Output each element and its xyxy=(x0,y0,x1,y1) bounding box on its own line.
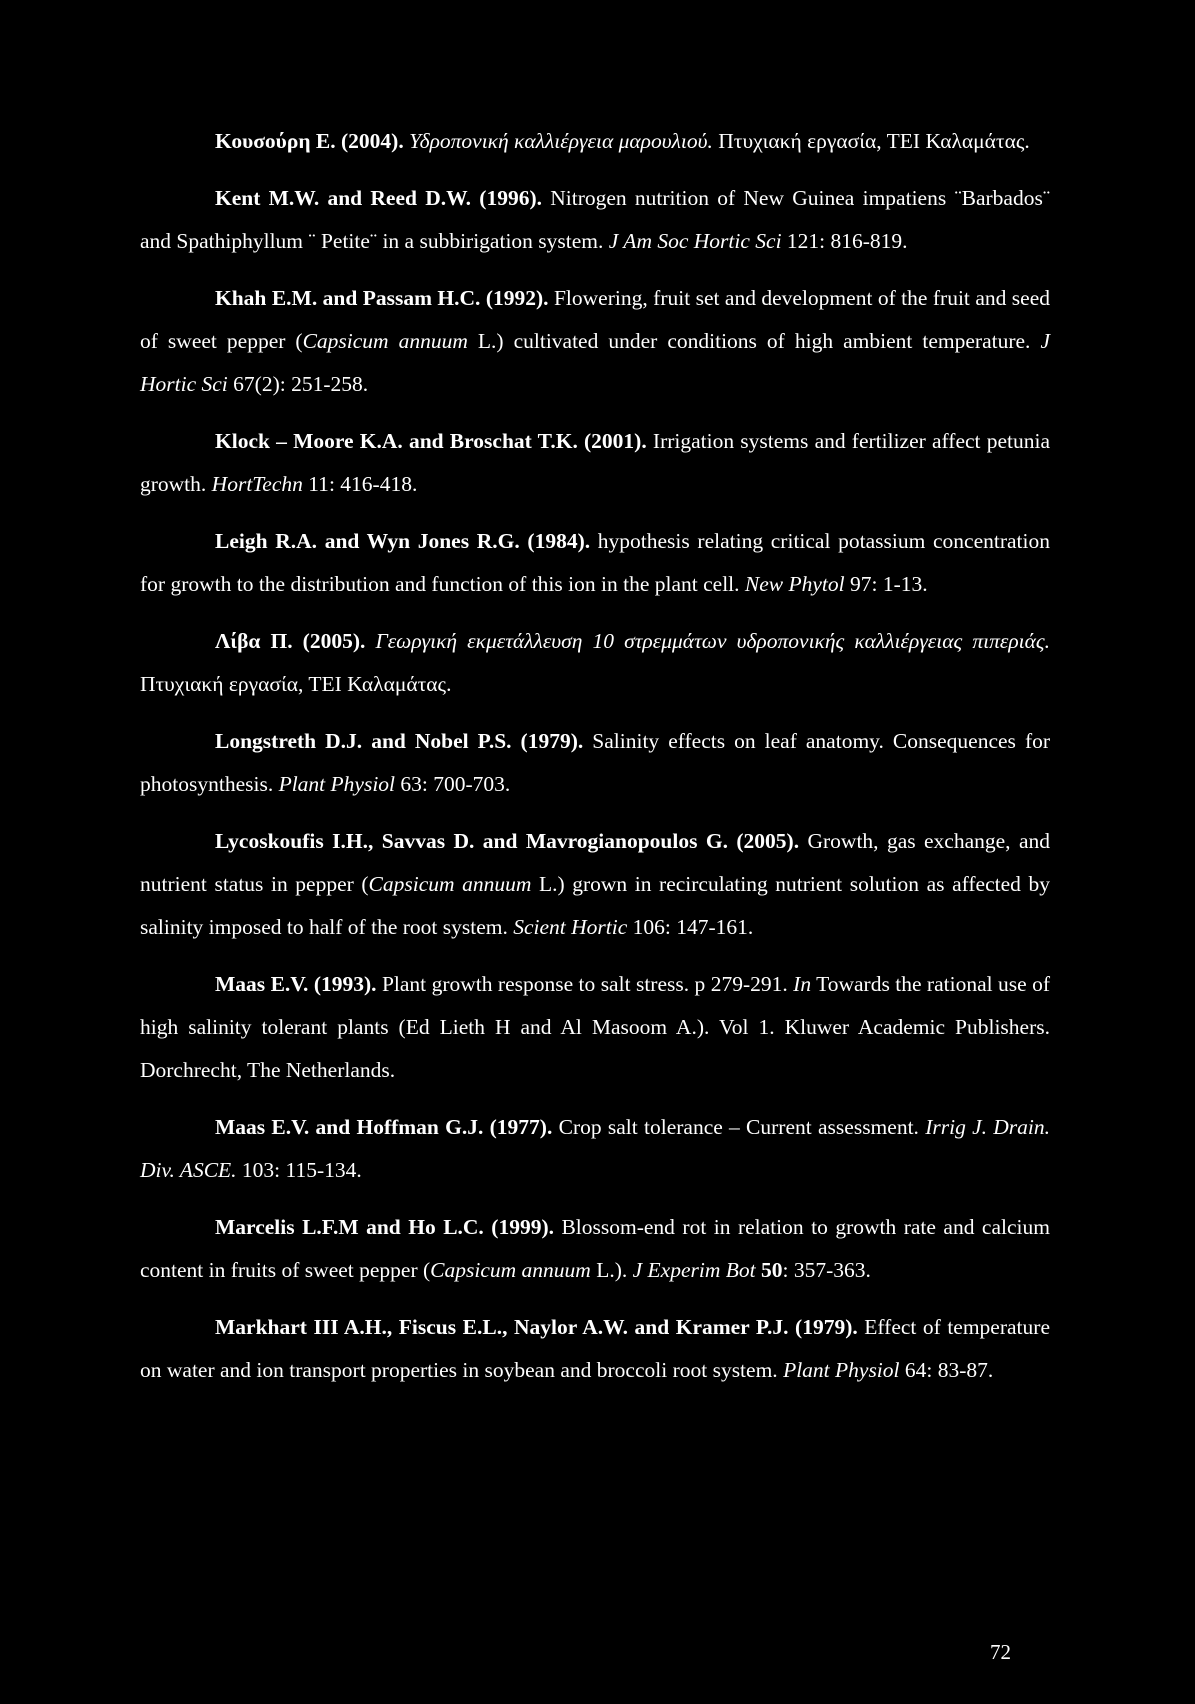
reference-text: Effect of temperature on water and ion transport properties in soybean and broccoli root system. xyxy=(140,1315,1050,1382)
reference-pages: : 251-258. xyxy=(279,372,369,396)
reference-authors: Λίβα Π. (2005). xyxy=(215,629,366,653)
reference-text: Crop salt tolerance – Current assessment. xyxy=(552,1115,926,1139)
reference-text: Salinity effects on leaf anatomy. Consequences for photosynthesis. xyxy=(140,729,1051,796)
reference-journal: Irrig J. Drain. Div. ASCE. xyxy=(140,1115,1051,1182)
reference-volume: 67(2) xyxy=(227,372,280,396)
reference-volume: 63 xyxy=(395,772,422,796)
reference-title: Γεωργική εκμετάλλευση 10 στρεμμάτων υδροπονικής καλλιέργειας πιπεριάς. xyxy=(365,629,1050,653)
reference-entry xyxy=(140,1306,1050,1392)
reference-text: Πτυχιακή εργασία, ΤΕΙ Καλαμάτας. xyxy=(140,672,452,696)
reference-pages: : 357-363. xyxy=(782,1258,871,1282)
reference-list xyxy=(140,120,1050,1406)
reference-pages: : 115-134. xyxy=(274,1158,362,1182)
reference-authors: Klock – Moore K.A. and Broschat T.K. (2001). xyxy=(215,429,647,453)
reference-entry xyxy=(140,720,1050,806)
reference-text: Irrigation systems and fertilizer affect petunia growth. xyxy=(140,429,1050,496)
reference-entry xyxy=(140,1106,1050,1192)
reference-species: Capsicum annuum xyxy=(302,329,468,353)
reference-volume: 97 xyxy=(844,572,872,596)
reference-entry xyxy=(140,520,1050,606)
reference-authors: Leigh R.A. and Wyn Jones R.G. (1984). xyxy=(215,529,591,553)
reference-text: Πτυχιακή εργασία, ΤΕΙ Καλαμάτας. xyxy=(712,129,1030,153)
reference-entry xyxy=(140,1206,1050,1292)
reference-authors: Marcelis L.F.M and Ho L.C. (1999). xyxy=(215,1215,554,1239)
reference-citation: 121: 816-819. xyxy=(781,229,908,253)
reference-text: Towards the rational use of high salinity tolerant plants (Ed Lieth H and Al Masoom A.). Vol 1. Kluwer Academic Publishers. Dorchrecht, The Netherlands. xyxy=(140,972,1051,1082)
reference-text: Flowering, fruit set and development of the fruit and seed of sweet pepper ( xyxy=(140,286,1050,353)
reference-text: hypothesis relating critical potassium concentration for growth to the distribution and function of this ion in the plant cell. xyxy=(140,529,1050,596)
reference-in-label: In xyxy=(793,972,812,996)
reference-text: Blossom-end rot in relation to growth rate and calcium content in fruits of sweet pepper ( xyxy=(140,1215,1050,1282)
reference-journal: New Phytol xyxy=(744,572,845,596)
reference-journal: HortTechn xyxy=(211,472,303,496)
reference-title: Υδροπονική καλλιέργεια μαρουλιού. xyxy=(403,129,713,153)
reference-text: Plant growth response to salt stress. p 279-291. xyxy=(376,972,794,996)
reference-authors: Maas E.V. and Hoffman G.J. (1977). xyxy=(215,1115,553,1139)
reference-journal: Plant Physiol xyxy=(278,772,396,796)
reference-text: L.) grown in recirculating nutrient solution as affected by salinity imposed to half of the root system. xyxy=(140,872,1050,939)
reference-entry xyxy=(140,620,1050,706)
reference-entry xyxy=(140,963,1050,1092)
reference-volume: 11 xyxy=(302,472,329,496)
reference-authors: Markhart III A.H., Fiscus E.L., Naylor A.W. and Kramer P.J. (1979). xyxy=(215,1315,858,1339)
reference-authors: Maas E.V. (1993). xyxy=(215,972,377,996)
reference-entry xyxy=(140,420,1050,506)
reference-text: L.). xyxy=(590,1258,633,1282)
reference-volume: 64 xyxy=(899,1358,927,1382)
reference-volume: 103 xyxy=(236,1158,275,1182)
reference-entry xyxy=(140,277,1050,406)
reference-pages: : 83-87. xyxy=(926,1358,994,1382)
reference-species: Capsicum annuum xyxy=(430,1258,591,1282)
reference-pages: : 147-161. xyxy=(664,915,754,939)
reference-authors: Κουσούρη Ε. (2004). xyxy=(215,129,404,153)
reference-pages: : 416-418. xyxy=(328,472,418,496)
reference-authors: Khah E.M. and Passam H.C. (1992). xyxy=(215,286,549,310)
reference-pages: : 700-703. xyxy=(421,772,511,796)
reference-journal: J Experim Bot xyxy=(632,1258,756,1282)
reference-text: Nitrogen nutrition of New Guinea impatiens ¨Barbados¨ and Spathiphyllum ¨ Petite¨ in a subbirigation system. xyxy=(140,186,1050,253)
reference-volume: 106 xyxy=(627,915,665,939)
reference-entry xyxy=(140,120,1050,163)
reference-journal: J Am Soc Hortic Sci xyxy=(608,229,782,253)
reference-pages: : 1-13. xyxy=(871,572,928,596)
reference-entry xyxy=(140,820,1050,949)
reference-authors: Lycoskoufis I.H., Savvas D. and Mavrogianopoulos G. (2005). xyxy=(215,829,800,853)
reference-authors: Kent M.W. and Reed D.W. (1996). xyxy=(215,186,542,210)
reference-entry xyxy=(140,177,1050,263)
reference-journal: Scient Hortic xyxy=(513,915,628,939)
page-number: 72 xyxy=(990,1640,1011,1664)
reference-journal: J Hortic Sci xyxy=(140,329,1050,396)
reference-volume: 50 xyxy=(755,1258,783,1282)
reference-text: L.) cultivated under conditions of high ambient temperature. xyxy=(467,329,1041,353)
reference-species: Capsicum annuum xyxy=(368,872,532,896)
reference-journal: Plant Physiol xyxy=(783,1358,900,1382)
reference-text: Growth, gas exchange, and nutrient status in pepper ( xyxy=(140,829,1050,896)
reference-authors: Longstreth D.J. and Nobel P.S. (1979). xyxy=(215,729,584,753)
